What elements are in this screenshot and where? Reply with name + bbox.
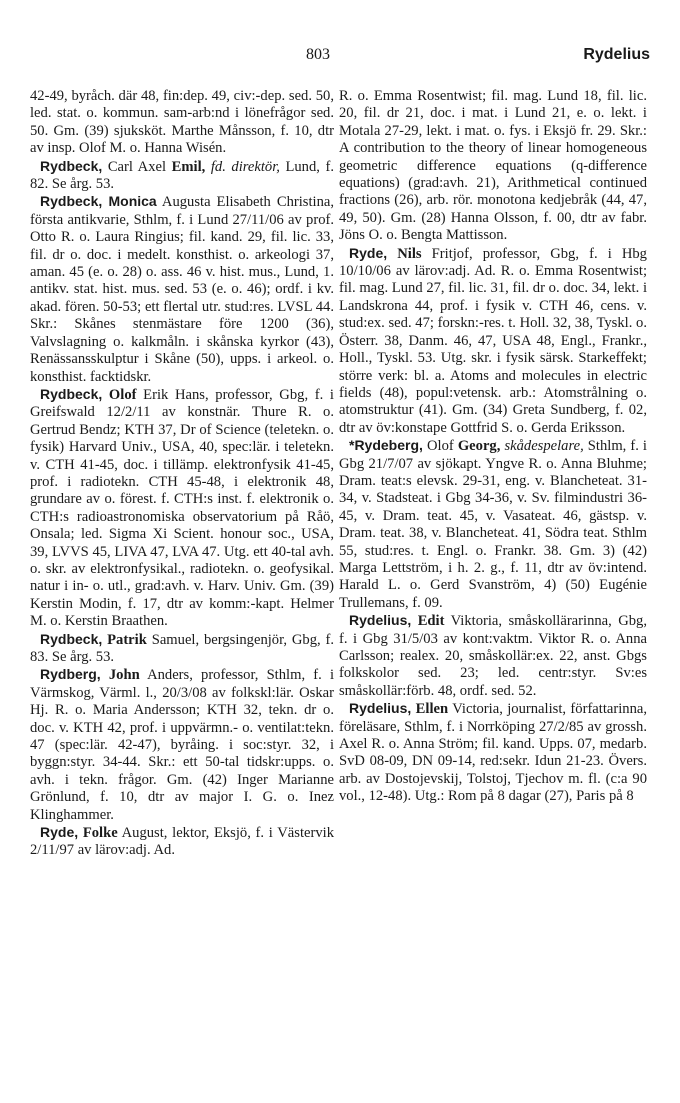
left-column bbox=[30, 88, 334, 860]
entry-forenames: Carl Axel bbox=[107, 158, 167, 175]
entry-text: Fritjof, professor, Gbg, f. i Hbg 10/10/06 av lärov:adj. Ad. R. o. Emma Rosentwist; fil. mag. Lund 27, fil. lic. 31, fil. dr o. doc. 34, lekt. i Landskrona 44, prof. i fysik v. CTH 46, cens. v. stud:ex. sed. 47; forskn:-res. t. Holl. 32, 38, Tyskl. o. Österr. 38, Danm. 46, 47, USA 48, Engl., Frankr., Holl., Tyskl. 53. Utg. skr. i fysik särsk. Starkeffekt; större verk: bl. a. Atoms and molecules in electric fields (48), popul:vetensk. arb.: Atomstrålning o. atomstruktur (41). Gm. (34) Greta Sundberg, f. 02, dtr av öv:konstape Gottfrid S. o. Gerda Eriksson. bbox=[339, 245, 647, 436]
entry-text: Augusta Elisabeth Christina, första antikvarie, Sthlm, f. i Lund 27/11/06 av prof. Otto R. o. Laura Ringius; fil. kand. 29, fil. lic. 33, fil. dr o. doc. i medelt. konsthist. o. arkeologi 37, aman. 45 (e. o. 28) o. ass. 46 v. hist. mus., Lund, 1. antikv. stat. hist. mus. sed. 53 (e. o. 46); ordf. i kv. akad. fören. 50-53; ett flertal utr. stud:res. LVSL 44. Skr.: Skånes stenmästare före 1200 (36), Valvslagning o. kalkmåln. i skånska kyrkor (43), Renässansskulptur i Skåne (50), upps. i arkeol. o. konsthist. facktidskr. bbox=[30, 194, 334, 385]
entry-text: Lund, f. 82. Se årg. 53. bbox=[30, 158, 334, 193]
biography-entry bbox=[30, 158, 334, 194]
entry-text: 42-49, byråch. där 48, fin:dep. 49, civ:-dep. sed. 50, led. stat. o. kommun. sam-arb:nd i lönefrågor sed. 50. Gm. (39) sjuksköt. Marthe Månsson, f. 10, dtr av insp. Olof M. o. Hanna Wisén. bbox=[30, 88, 334, 157]
entry-surname: *Rydeberg, bbox=[349, 437, 423, 454]
entry-forenames: Olof bbox=[426, 438, 454, 455]
entry-text: Sthlm, f. i Gbg 21/7/07 av sjökapt. Yngve R. o. Anna Bluhme; Dram. teat:s elevsk. 29-31, eng. v. Blancheteat. 31-34, v. Stadsteat. i Gbg 34-36, v. Sv. filmindustri 36-45, v. Dram. teat. 45, v. Vasateat. 46, gästsp. v. Dram. teat. 38, v. Blancheteat. 41, Södra teat. Sthlm 55, stud:res. t. Engl. o. Frankr. 38. Gm. 3) (42) Marga Lettström, i h. 2. g., f. 11, dtr av öv:intend. Harald L. o. Gerd Svanström, 4) (50) Eugénie Trullemans, f. 09. bbox=[339, 438, 647, 611]
entry-text: August, lektor, Eksjö, f. i Västervik 2/11/97 av lärov:adj. Ad. bbox=[30, 825, 334, 859]
right-column bbox=[339, 88, 647, 806]
running-head: Rydelius bbox=[583, 46, 650, 63]
entry-surname: Rydelius, bbox=[349, 700, 412, 717]
entry-given-name: Edit bbox=[417, 613, 445, 630]
biography-entry bbox=[339, 700, 647, 805]
biography-entry bbox=[30, 386, 334, 631]
entry-given-name: Emil, bbox=[171, 158, 206, 175]
entry-text: Viktoria, småskollärarinna, Gbg, f. i Gbg 31/5/03 av kont:vaktm. Viktor R. o. Anna Carlsson; realex. 20, småskollär:ex. 22, anst. Gbgs folkskolor sed. 23; led. centr:styr. Sv:es småskollär:förb. 48, ordf. sed. 52. bbox=[339, 613, 648, 699]
biography-entry bbox=[30, 666, 334, 824]
entry-surname: Rydbeck, bbox=[40, 630, 103, 647]
entry-text: Anders, professor, Sthlm, f. i Värmskog, Värml. l., 20/3/08 av folkskl:lär. Oskar Hj. R. o. Maria Andersson; KTH 32, tekn. dr o. doc. v. KTH 42, prof. i uppvärmn.- o. ventilat:tekn. 47 (spec:lär. 42-47), byråing. i soc:styr. 32, i byggn:styr. 34-44. Skr.: ett 50-tal tidskr:upps. o. avh. i tekn. frågor. Gm. (42) Inger Marianne Grönlund, f. 10, dtr av major I. G. o. Inez Klinghammer. bbox=[30, 667, 334, 823]
entry-given-name: Patrik bbox=[107, 631, 147, 648]
biography-entry bbox=[339, 437, 647, 612]
biography-entry bbox=[30, 193, 334, 385]
entry-given-name: Nils bbox=[397, 245, 422, 262]
entry-given-name: Folke bbox=[82, 825, 118, 842]
entry-surname: Rydbeck, bbox=[40, 157, 103, 174]
biography-entry bbox=[339, 88, 647, 245]
entry-surname: Rydbeck, Monica bbox=[40, 193, 157, 210]
page-header bbox=[0, 46, 680, 72]
biography-entry bbox=[30, 88, 334, 158]
entry-given-name: Ellen bbox=[415, 701, 449, 718]
entry-given-name: Olof bbox=[108, 386, 137, 403]
biography-entry bbox=[30, 824, 334, 860]
entry-surname: Rydberg, bbox=[40, 666, 101, 683]
entry-surname: Rydbeck, bbox=[40, 385, 103, 402]
entry-surname: Ryde, bbox=[349, 244, 388, 261]
entry-text: Victoria, journalist, författarinna, föreläsare, Sthlm, f. i Norrköping 27/2/85 av grossh. Axel R. o. Anna Ström; fil. kand. Upps. 07, medarb. SvD 08-09, DN 09-14, red:sekr. Idun 21-23. Övers. arb. av Dostojevskij, Tolstoj, Tjechov m. fl. (c:a 90 vol., 12-48). Utg.: Rom på 8 dagar (27), Paris på 8 bbox=[339, 701, 647, 805]
entry-given-name: Georg, bbox=[457, 438, 501, 455]
entry-surname: Ryde, bbox=[40, 824, 79, 841]
entry-surname: Rydelius, bbox=[349, 612, 412, 629]
biography-entry bbox=[339, 612, 647, 700]
entry-given-name: John bbox=[108, 667, 140, 684]
page-number: 803 bbox=[306, 46, 330, 63]
entry-occupation: fd. direktör, bbox=[210, 158, 280, 175]
entry-text: Samuel, bergsingenjör, Gbg, f. 83. Se årg. 53. bbox=[30, 631, 335, 665]
entry-text: R. o. Emma Rosentwist; fil. mag. Lund 18, fil. lic. 20, fil. dr 21, doc. i mat. i Lund 21, e. o. lekt. i Motala 27-29, lekt. i mat. o. fys. i Eksjö fr. 29. Skr.: A contribution to the theory of linear homogeneous geometric difference equations (q-difference equations) (grad:avh. 21), Arithmetical continued fractions (26), arb. rör. monotona kedjebråk (44, 47, 49, 50). Gm. (28) Hanna Olsson, f. 00, dtr av fabr. Jöns O. o. Bengta Mattisson. bbox=[339, 88, 647, 244]
entry-text: Erik Hans, professor, Gbg, f. i Greifswald 12/2/11 av konstnär. Thure R. o. Gertrud Bendz; KTH 37, Dr of Science (teletekn. o. fysik) Harvard Univ., USA, 40, spec:lär. i teletekn. v. CTH 41-45, doc. i tillämp. elektronfysik 41-45, prof. i radiotekn. CTH 45-48, i elektronik 48, grundare av o. förest. f. CTH:s inst. f. elektronik o. CTH:s radioastronomiska observatorium på Råö, Onsala; led. Sigma Xi Scient. honour soc., USA, 39, LVVS 45, LIVA 47, LVA 47. Utg. ett 40-tal avh. o. skr. av elektronfysikal., radiotekn. o. geofysikal. natur i in- o. utl., grad:avh. v. Harv. Univ. Gm. (39) Kerstin Modin, f. 17, dtr av komm:-kapt. Helmer M. o. Kerstin Braathen. bbox=[30, 386, 334, 630]
biography-entry bbox=[339, 245, 647, 437]
biography-entry bbox=[30, 631, 334, 667]
entry-occupation: skådespelare, bbox=[504, 438, 584, 455]
